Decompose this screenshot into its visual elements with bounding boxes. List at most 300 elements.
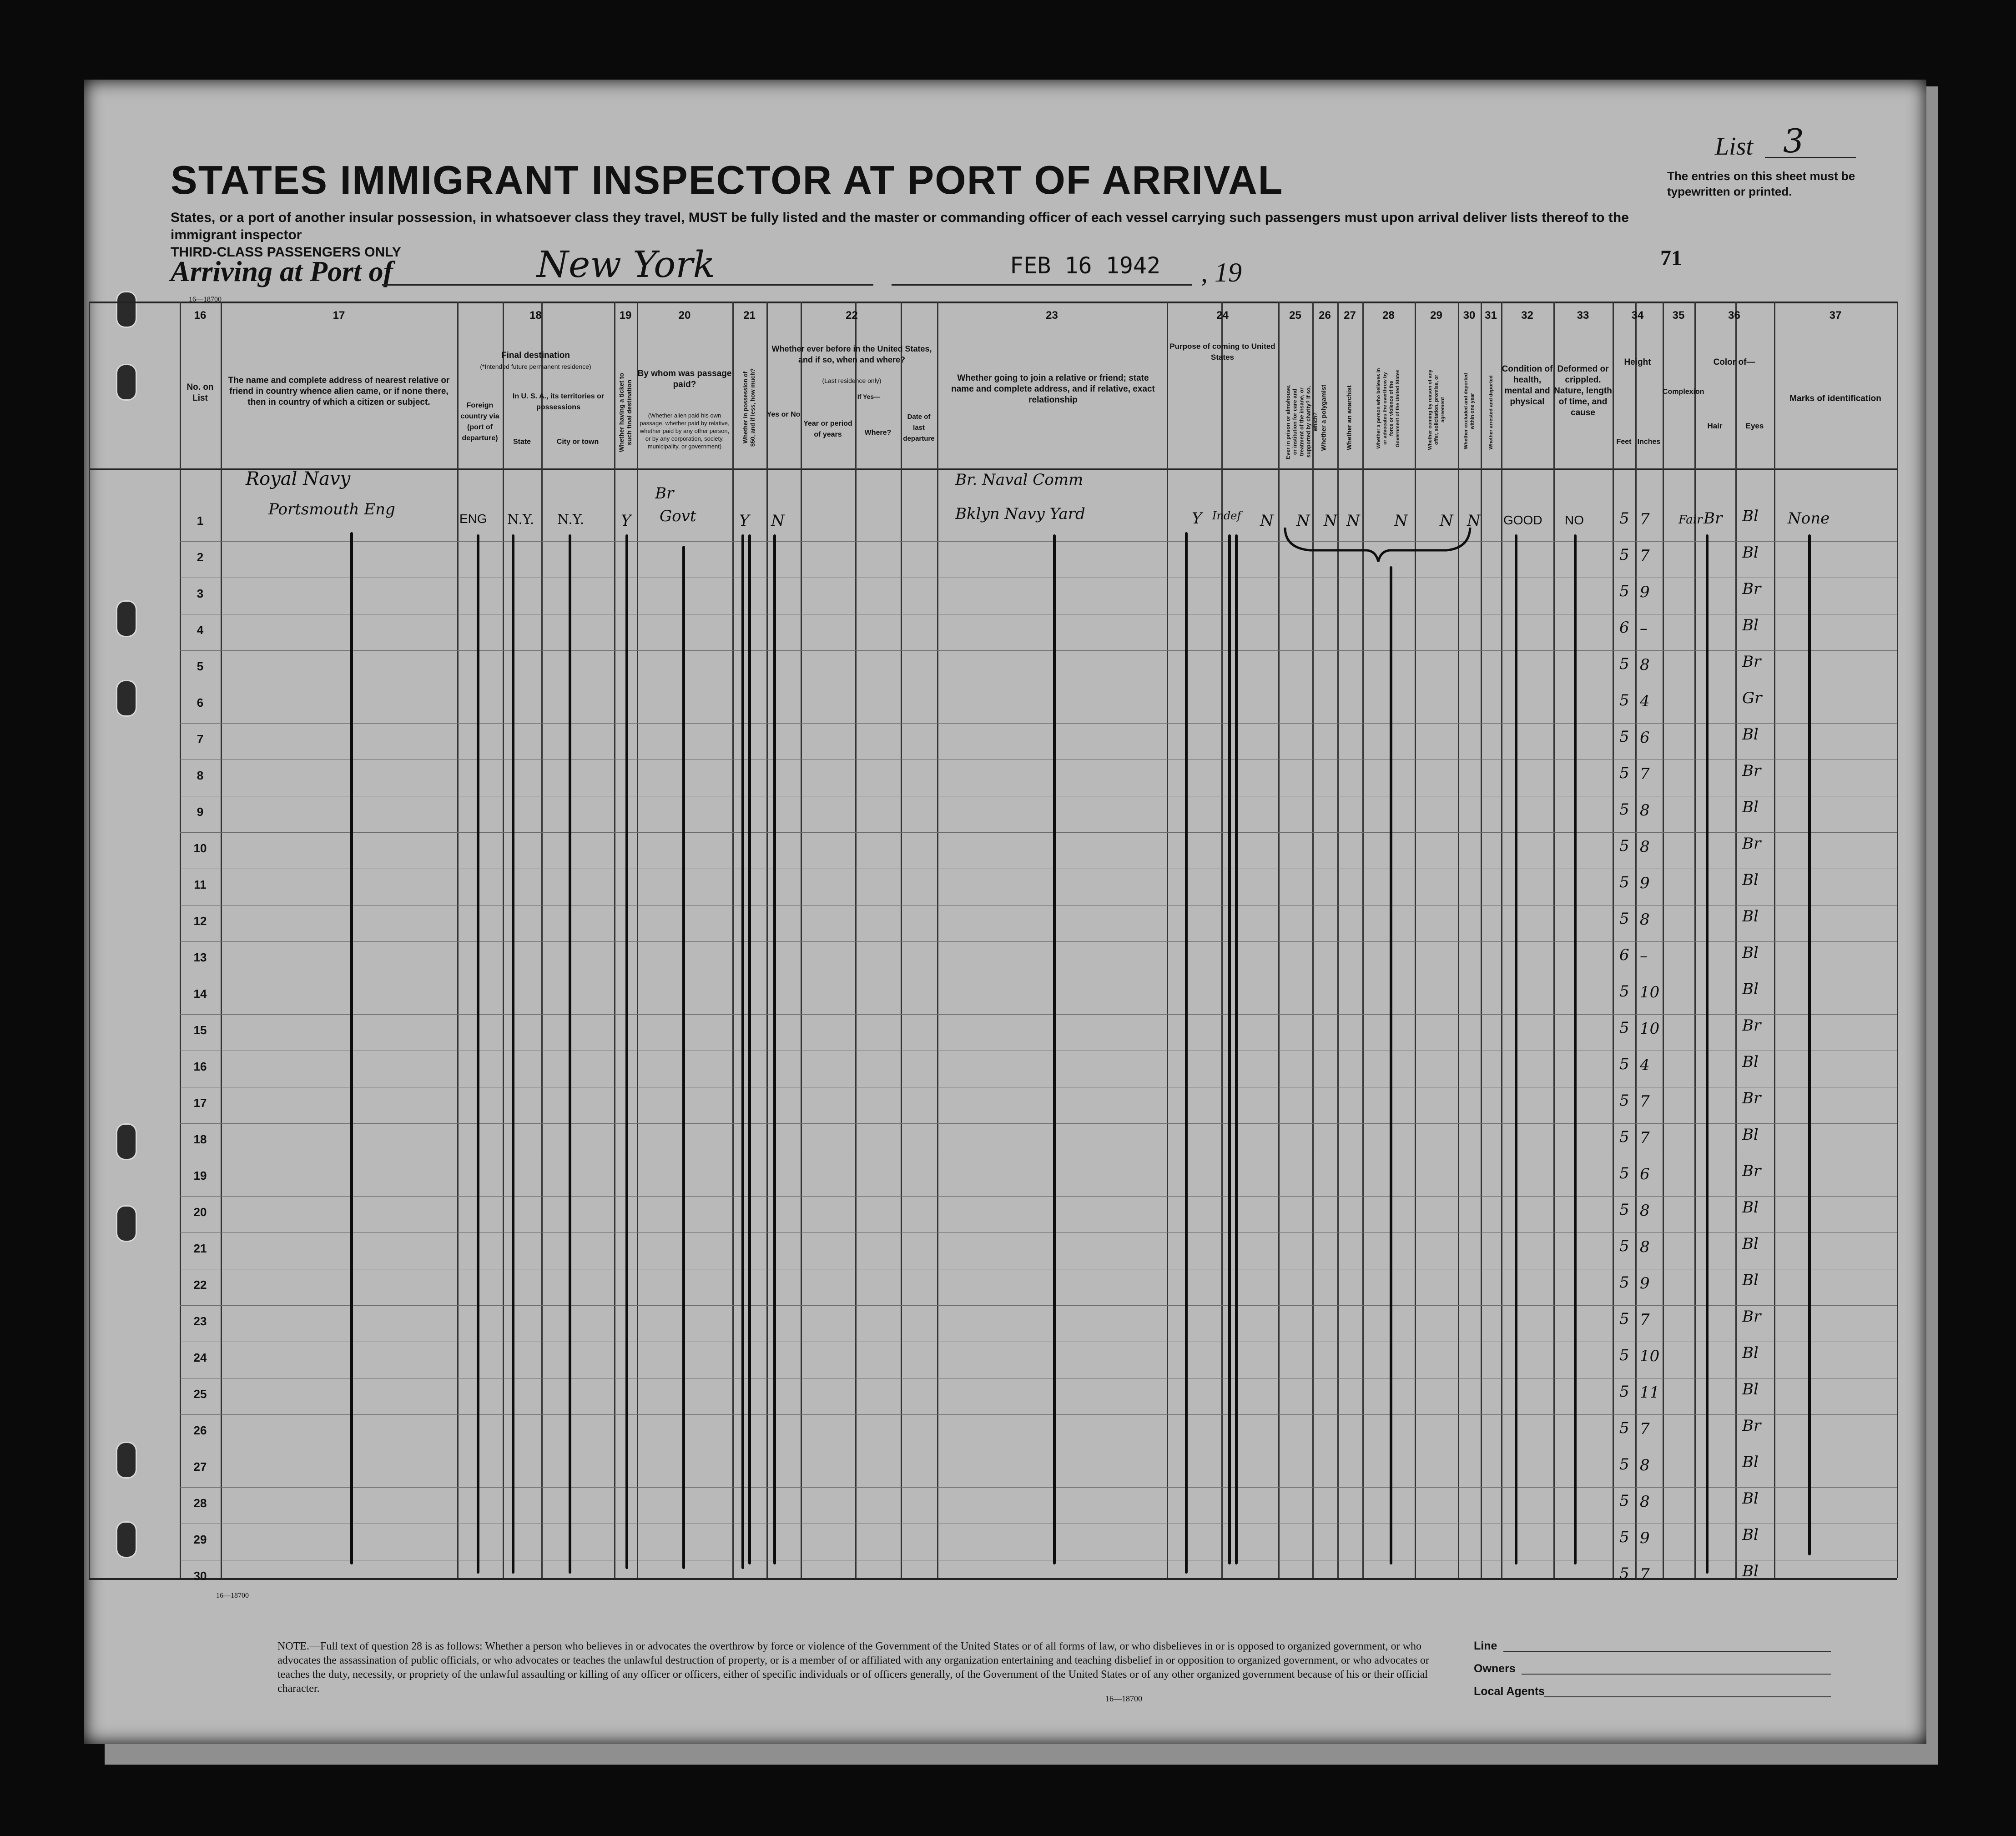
eye-color: Bl xyxy=(1742,944,1759,962)
column-rule xyxy=(1635,302,1637,1578)
height-inches: 4 xyxy=(1640,692,1650,710)
height-feet: 5 xyxy=(1619,1128,1629,1146)
punch-hole xyxy=(116,1521,137,1558)
height-feet: 5 xyxy=(1619,1455,1629,1474)
row-number: 14 xyxy=(193,987,207,1001)
ditto-line xyxy=(1235,534,1238,1564)
header-in-usa: In U. S. A., its territories or possessions xyxy=(512,392,605,411)
row-number: 9 xyxy=(197,805,204,819)
row-number: 11 xyxy=(194,878,207,891)
height-feet: 5 xyxy=(1619,1564,1629,1583)
eye-color: Bl xyxy=(1742,543,1759,562)
height-feet: 5 xyxy=(1619,582,1629,600)
page-number: 71 xyxy=(1660,246,1682,270)
column-number: 27 xyxy=(1344,309,1356,322)
height-feet: 5 xyxy=(1619,1164,1629,1182)
column-number: 18 xyxy=(529,309,542,322)
column-number: 21 xyxy=(743,309,756,322)
row-number: 27 xyxy=(193,1460,207,1474)
height-inches: 7 xyxy=(1640,510,1650,528)
header-last-residence: (Last residence only) xyxy=(822,377,882,384)
height-inches: 9 xyxy=(1640,1274,1650,1293)
height-inches: 6 xyxy=(1640,729,1650,747)
header-yes-no: Yes or No xyxy=(766,411,801,418)
height-inches: – xyxy=(1640,947,1648,965)
row-number: 2 xyxy=(197,550,204,564)
footer-note-code: 16—18700 xyxy=(1105,1694,1142,1703)
table-top-border xyxy=(89,302,1897,303)
row1-relative-line1: Royal Navy xyxy=(246,468,351,489)
row1-col31: N xyxy=(1467,512,1481,530)
row-number: 25 xyxy=(193,1387,207,1401)
eye-color: Br xyxy=(1742,1308,1761,1326)
arriving-label: Arriving at Port of xyxy=(171,255,393,287)
height-inches: 8 xyxy=(1640,838,1650,856)
row-rule xyxy=(180,1487,1897,1488)
row-number: 4 xyxy=(197,623,204,637)
eye-color: Bl xyxy=(1742,1235,1759,1253)
row-rule xyxy=(180,1305,1897,1306)
column-rule xyxy=(801,302,802,1578)
eye-color: Bl xyxy=(1742,1126,1759,1144)
height-inches: 8 xyxy=(1640,1238,1650,1256)
row1-purpose: Y xyxy=(1192,509,1202,528)
header-no-on-list: No. on List xyxy=(186,382,214,403)
row-rule xyxy=(180,650,1897,651)
subtitle-line-2: THIRD-CLASS PASSENGERS ONLY xyxy=(171,245,401,260)
column-rule xyxy=(1774,302,1775,1578)
row-number: 7 xyxy=(197,732,204,746)
ditto-line xyxy=(741,534,744,1569)
column-rule xyxy=(732,302,734,1578)
header-polygamist: Whether a polygamist xyxy=(1320,384,1327,451)
height-feet: 5 xyxy=(1619,873,1629,891)
row-rule xyxy=(180,941,1897,942)
eye-color: Bl xyxy=(1742,1271,1759,1289)
ditto-line xyxy=(350,532,353,1564)
header-deformed: Deformed or crippled. Nature, length of time, and cause xyxy=(1554,364,1612,418)
eye-color: Bl xyxy=(1742,798,1759,816)
header-complexion: Complexion xyxy=(1663,388,1704,396)
height-feet: 5 xyxy=(1619,1092,1629,1110)
row-number: 5 xyxy=(197,659,204,673)
header-year-period: Year or period of years xyxy=(803,420,852,438)
punch-hole xyxy=(116,1205,137,1242)
eye-color: Bl xyxy=(1742,1344,1759,1362)
header-col29: Whether coming by reason of any offer, solicitation, promise, or agreement xyxy=(1427,369,1446,450)
height-inches: 8 xyxy=(1640,1202,1650,1220)
height-feet: 5 xyxy=(1619,1419,1629,1437)
header-purpose: Purpose of coming to United States xyxy=(1169,342,1275,362)
column-rule xyxy=(1553,302,1555,1578)
row-rule xyxy=(180,1014,1897,1015)
row1-condition: GOOD xyxy=(1503,513,1542,527)
punch-hole xyxy=(116,1442,137,1479)
height-inches: 9 xyxy=(1640,874,1650,892)
column-rule xyxy=(1897,302,1898,1578)
punch-hole xyxy=(116,680,137,717)
ditto-line xyxy=(1574,534,1577,1564)
height-feet: 5 xyxy=(1619,837,1629,855)
row1-marks: None xyxy=(1788,509,1830,528)
header-hair: Hair xyxy=(1707,422,1723,430)
height-feet: 5 xyxy=(1619,764,1629,782)
column-rule xyxy=(180,302,181,1578)
row-number: 18 xyxy=(193,1132,207,1146)
column-number: 26 xyxy=(1319,309,1331,322)
eye-color: Br xyxy=(1742,580,1761,598)
eye-color: Br xyxy=(1742,762,1761,780)
column-rule xyxy=(1312,302,1314,1578)
row-number: 29 xyxy=(193,1533,207,1546)
eye-color: Br xyxy=(1742,835,1761,853)
row-number: 1 xyxy=(197,514,204,528)
height-feet: 5 xyxy=(1619,546,1629,564)
arrival-date-stamp: FEB 16 1942 xyxy=(1010,252,1161,279)
height-feet: 5 xyxy=(1619,1346,1629,1364)
ditto-bracket xyxy=(1283,523,1474,564)
row-number: 12 xyxy=(193,914,207,928)
header-where: Where? xyxy=(864,429,892,437)
column-number: 31 xyxy=(1485,309,1497,322)
column-number: 25 xyxy=(1289,309,1301,322)
height-inches: 9 xyxy=(1640,583,1650,601)
ditto-line xyxy=(1706,534,1709,1574)
date-rule xyxy=(892,284,1192,286)
row-rule xyxy=(180,1414,1897,1415)
header-col25: Ever in prison or almshouse, or institution for care and treatment of the insane, or supported by charity? If so, which? xyxy=(1285,384,1319,459)
row1-paid-line1: Br xyxy=(655,484,674,503)
row-number: 3 xyxy=(197,587,204,600)
eye-color: Bl xyxy=(1742,1489,1759,1508)
column-rule xyxy=(855,302,857,1578)
column-rule xyxy=(457,302,459,1578)
row1-join-line1: Br. Naval Comm xyxy=(955,471,1084,489)
header-anarchist: Whether an anarchist xyxy=(1345,385,1353,450)
column-rule xyxy=(614,302,615,1578)
column-rule xyxy=(1221,302,1223,1578)
list-label: List xyxy=(1715,132,1754,161)
height-feet: 6 xyxy=(1619,946,1629,964)
port-of-arrival: New York xyxy=(537,243,715,286)
header-eyes: Eyes xyxy=(1745,422,1764,430)
column-rule xyxy=(937,302,938,1578)
column-number: 16 xyxy=(194,309,207,322)
row1-ever: N xyxy=(771,512,785,530)
height-feet: 5 xyxy=(1619,982,1629,1001)
height-feet: 5 xyxy=(1619,1019,1629,1037)
eye-color: Bl xyxy=(1742,1526,1759,1544)
line-label: Line xyxy=(1474,1640,1497,1652)
row-rule xyxy=(180,1196,1897,1197)
row1-paid-line2: Govt xyxy=(660,507,696,525)
ditto-line xyxy=(1515,534,1517,1564)
ditto-line xyxy=(748,534,751,1564)
eye-color: Bl xyxy=(1742,1053,1759,1071)
form-code-top: 16—18700 xyxy=(189,296,222,303)
header-ever-before: Whether ever before in the United States, and if so, when and where? xyxy=(771,344,932,364)
height-inches: 7 xyxy=(1640,1092,1650,1111)
punch-hole xyxy=(116,600,137,637)
column-rule xyxy=(503,302,504,1578)
column-number: 36 xyxy=(1728,309,1740,322)
eye-color: Bl xyxy=(1742,616,1759,634)
column-number: 32 xyxy=(1521,309,1533,322)
header-relative-address: The name and complete address of nearest relative or friend in country whence alien came, or if none there, then in country of which a citizen or subject. xyxy=(228,376,450,407)
row1-foreign: ENG xyxy=(459,512,487,526)
header-if-yes: If Yes— xyxy=(857,393,881,400)
height-inches: 8 xyxy=(1640,801,1650,820)
column-rule xyxy=(89,302,90,1578)
row1-col27: N xyxy=(1324,512,1337,530)
height-inches: 4 xyxy=(1640,1056,1650,1074)
punch-hole xyxy=(116,1123,137,1160)
header-height: Height xyxy=(1624,357,1651,367)
height-inches: 11 xyxy=(1640,1383,1660,1402)
row1-city: N.Y. xyxy=(557,512,585,528)
column-rule xyxy=(1415,302,1416,1578)
column-rule xyxy=(1481,302,1482,1578)
column-rule xyxy=(1613,302,1614,1578)
column-rule xyxy=(1337,302,1339,1578)
column-number: 29 xyxy=(1430,309,1442,322)
height-feet: 5 xyxy=(1619,1237,1629,1255)
height-feet: 5 xyxy=(1619,728,1629,746)
row1-purpose-indef: Indef xyxy=(1212,509,1241,522)
row-number: 21 xyxy=(193,1242,207,1255)
column-rule xyxy=(221,302,222,1578)
header-city: City or town xyxy=(556,438,599,446)
eye-color: Bl xyxy=(1742,1198,1759,1217)
height-feet: 5 xyxy=(1619,1528,1629,1546)
owners-rule xyxy=(1522,1674,1831,1675)
ditto-line xyxy=(1228,534,1231,1564)
eye-color: Br xyxy=(1742,1417,1761,1435)
header-ticket: Whether having a ticket to such final destination xyxy=(618,372,633,453)
header-state: State xyxy=(513,438,531,446)
form-subtitle xyxy=(171,209,1672,261)
eye-color: Br xyxy=(1742,653,1761,671)
row-rule xyxy=(180,1123,1897,1124)
column-number: 35 xyxy=(1672,309,1685,322)
header-condition: Condition of health, mental and physical xyxy=(1502,364,1553,407)
entries-note: The entries on this sheet must be typewritten or printed. xyxy=(1667,169,1855,198)
ditto-line xyxy=(625,534,628,1569)
row-number: 16 xyxy=(193,1060,207,1073)
eye-color: Bl xyxy=(1742,907,1759,926)
height-inches: 8 xyxy=(1640,910,1650,929)
eye-color: Bl xyxy=(1742,1380,1759,1398)
row-number: 22 xyxy=(193,1278,207,1292)
ditto-line xyxy=(1185,532,1188,1574)
column-rule xyxy=(637,302,638,1578)
height-inches: 10 xyxy=(1640,1020,1660,1038)
row-number: 17 xyxy=(193,1096,207,1110)
height-inches: 7 xyxy=(1640,1420,1650,1438)
column-number: 20 xyxy=(678,309,691,322)
row-number: 24 xyxy=(193,1351,207,1364)
height-inches: – xyxy=(1640,619,1648,638)
height-feet: 5 xyxy=(1619,691,1629,709)
height-feet: 5 xyxy=(1619,1383,1629,1401)
row-number: 6 xyxy=(197,696,204,709)
row1-col30: N xyxy=(1440,512,1453,530)
height-inches: 8 xyxy=(1640,1493,1650,1511)
header-feet: Feet xyxy=(1616,438,1632,446)
row1-col29: N xyxy=(1394,512,1408,530)
height-feet: 5 xyxy=(1619,1201,1629,1219)
height-feet: 5 xyxy=(1619,1310,1629,1328)
punch-hole xyxy=(116,291,137,328)
height-feet: 5 xyxy=(1619,1492,1629,1510)
eye-color: Bl xyxy=(1742,1562,1759,1580)
header-joining: Whether going to join a relative or friend; state name and complete address, and if relative, exact relationship xyxy=(951,373,1155,405)
header-date-departure: Date of last departure xyxy=(903,413,935,443)
height-inches: 7 xyxy=(1640,547,1650,565)
header-passage-paid: By whom was passage paid? xyxy=(637,369,732,389)
column-number: 24 xyxy=(1216,309,1229,322)
row-number: 20 xyxy=(193,1205,207,1219)
eye-color: Bl xyxy=(1742,507,1759,525)
eye-color: Gr xyxy=(1742,689,1762,707)
column-rule xyxy=(1735,302,1737,1578)
row1-col25: N xyxy=(1260,512,1274,530)
column-rule xyxy=(541,302,543,1578)
header-color-of: Color of— xyxy=(1713,357,1755,367)
column-number: 23 xyxy=(1046,309,1058,322)
column-number: 22 xyxy=(846,309,858,322)
height-inches: 7 xyxy=(1640,765,1650,783)
row-number: 30 xyxy=(193,1569,207,1583)
header-final-destination xyxy=(457,350,614,372)
row1-complexion: Fair xyxy=(1678,513,1703,527)
column-rule xyxy=(1167,302,1168,1578)
row-rule xyxy=(180,723,1897,724)
column-rule xyxy=(1458,302,1459,1578)
punch-hole xyxy=(116,364,137,401)
row-rule xyxy=(180,1232,1897,1233)
height-feet: 5 xyxy=(1619,800,1629,819)
ditto-line xyxy=(477,534,479,1574)
header-col31: Whether arrested and deported xyxy=(1488,375,1494,450)
header-passage-note: (Whether alien paid his own passage, whether paid by relative, whether paid by any other person, or by any corporation, society, municipality, or government) xyxy=(640,412,730,450)
eye-color: Br xyxy=(1742,1162,1761,1180)
form-code-bottom: 16—18700 xyxy=(216,1592,249,1600)
height-inches: 7 xyxy=(1640,1311,1650,1329)
height-inches: 7 xyxy=(1640,1565,1650,1584)
owners-label: Owners xyxy=(1474,1662,1516,1675)
column-rule xyxy=(1663,302,1664,1578)
column-rule xyxy=(1278,302,1280,1578)
column-number: 30 xyxy=(1463,309,1476,322)
table-header-border xyxy=(89,468,1897,470)
row1-hair: Br xyxy=(1704,509,1723,528)
row1-possession: Y xyxy=(739,512,750,530)
row-number: 13 xyxy=(193,951,207,964)
ditto-line xyxy=(682,546,685,1569)
column-number: 33 xyxy=(1577,309,1589,322)
row-number: 10 xyxy=(193,841,207,855)
footer-note: NOTE.—Full text of question 28 is as follows: Whether a person who believes in or advocates the overthrow by force or violence of the Government of the United States or of all forms of law, or who disbelieves in or is opposed to organized government, or who advocates the assassination of public officials, or who advocates or teaches the unlawful destruction of property, or is a member of or affiliated with any organization entertaining and teaching disbelief in or opposition to organized government, or who advocates or teaches the duty, necessity, or propriety of the unlawful assaulting or killing of any officer or officers, either of specific individuals or of officers generally, of the Government of the United States or of any other organized government because of his or their official character. xyxy=(277,1640,1429,1695)
final-destination-label: Final destination xyxy=(501,351,570,360)
column-number: 19 xyxy=(619,309,632,322)
column-number: 28 xyxy=(1382,309,1395,322)
eye-color: Bl xyxy=(1742,871,1759,889)
row-number: 19 xyxy=(193,1169,207,1182)
column-number: 34 xyxy=(1631,309,1644,322)
form-title: STATES IMMIGRANT INSPECTOR AT PORT OF ARRIVAL xyxy=(171,157,1284,202)
height-inches: 9 xyxy=(1640,1529,1650,1547)
header-foreign-country: Foreign country via (port of departure) xyxy=(460,402,499,442)
ditto-line xyxy=(1390,566,1392,1564)
row1-deformed: NO xyxy=(1565,513,1584,527)
ditto-line xyxy=(1808,534,1811,1555)
column-rule xyxy=(1362,302,1364,1578)
column-rule xyxy=(1694,302,1696,1578)
row-rule xyxy=(180,541,1897,542)
height-inches: 10 xyxy=(1640,1347,1660,1365)
row-number: 28 xyxy=(193,1496,207,1510)
year-prefix: , 19 xyxy=(1201,257,1242,287)
row1-col26: N xyxy=(1296,512,1310,530)
ditto-line xyxy=(512,534,514,1574)
row-number: 15 xyxy=(193,1023,207,1037)
column-number: 17 xyxy=(333,309,345,322)
row1-join-line2: Bklyn Navy Yard xyxy=(955,505,1085,523)
ditto-line xyxy=(1053,534,1056,1564)
height-feet: 6 xyxy=(1619,619,1629,637)
eye-color: Br xyxy=(1742,1016,1761,1035)
subtitle-line-1: States, or a port of another insular possession, in whatsoever class they travel, MUST be fully listed and the master or commanding officer of each vessel carrying such passengers must upon arrival deliver lists thereof to the immigrant inspector xyxy=(171,210,1629,242)
row-rule xyxy=(180,832,1897,833)
row-number: 26 xyxy=(193,1424,207,1437)
column-rule xyxy=(766,302,768,1578)
eye-color: Bl xyxy=(1742,1453,1759,1471)
height-inches: 6 xyxy=(1640,1165,1650,1183)
ditto-line xyxy=(773,534,776,1564)
row1-state: N.Y. xyxy=(507,512,534,528)
header-col28: Whether a person who believes in or advocates the overthrow by force or violence of the Government of the United States xyxy=(1376,368,1401,449)
final-destination-note: (*Intended future permanent residence) xyxy=(480,363,591,370)
list-rule xyxy=(1765,157,1856,158)
line-rule xyxy=(1503,1651,1831,1652)
eye-color: Br xyxy=(1742,1089,1761,1107)
column-rule xyxy=(1501,302,1502,1578)
height-feet: 5 xyxy=(1619,509,1629,528)
local-agents-label: Local Agents xyxy=(1474,1685,1545,1698)
height-inches: 10 xyxy=(1640,983,1660,1001)
header-col30: Whether excluded and deported within one year xyxy=(1463,373,1475,449)
row-number: 8 xyxy=(197,769,204,782)
row-number: 23 xyxy=(193,1314,207,1328)
header-marks: Marks of identification xyxy=(1789,394,1881,403)
eye-color: Bl xyxy=(1742,980,1759,998)
height-inches: 8 xyxy=(1640,1456,1650,1474)
height-feet: 5 xyxy=(1619,655,1629,673)
height-feet: 5 xyxy=(1619,1055,1629,1073)
height-inches: 8 xyxy=(1640,656,1650,674)
row1-col28: N xyxy=(1346,512,1360,530)
list-number: 3 xyxy=(1783,122,1804,160)
ditto-line xyxy=(569,534,571,1574)
height-inches: 7 xyxy=(1640,1129,1650,1147)
column-rule xyxy=(901,302,902,1578)
height-feet: 5 xyxy=(1619,1273,1629,1292)
row1-ticket: Y xyxy=(621,512,631,530)
height-feet: 5 xyxy=(1619,910,1629,928)
eye-color: Bl xyxy=(1742,725,1759,744)
header-inches: Inches xyxy=(1637,438,1661,446)
